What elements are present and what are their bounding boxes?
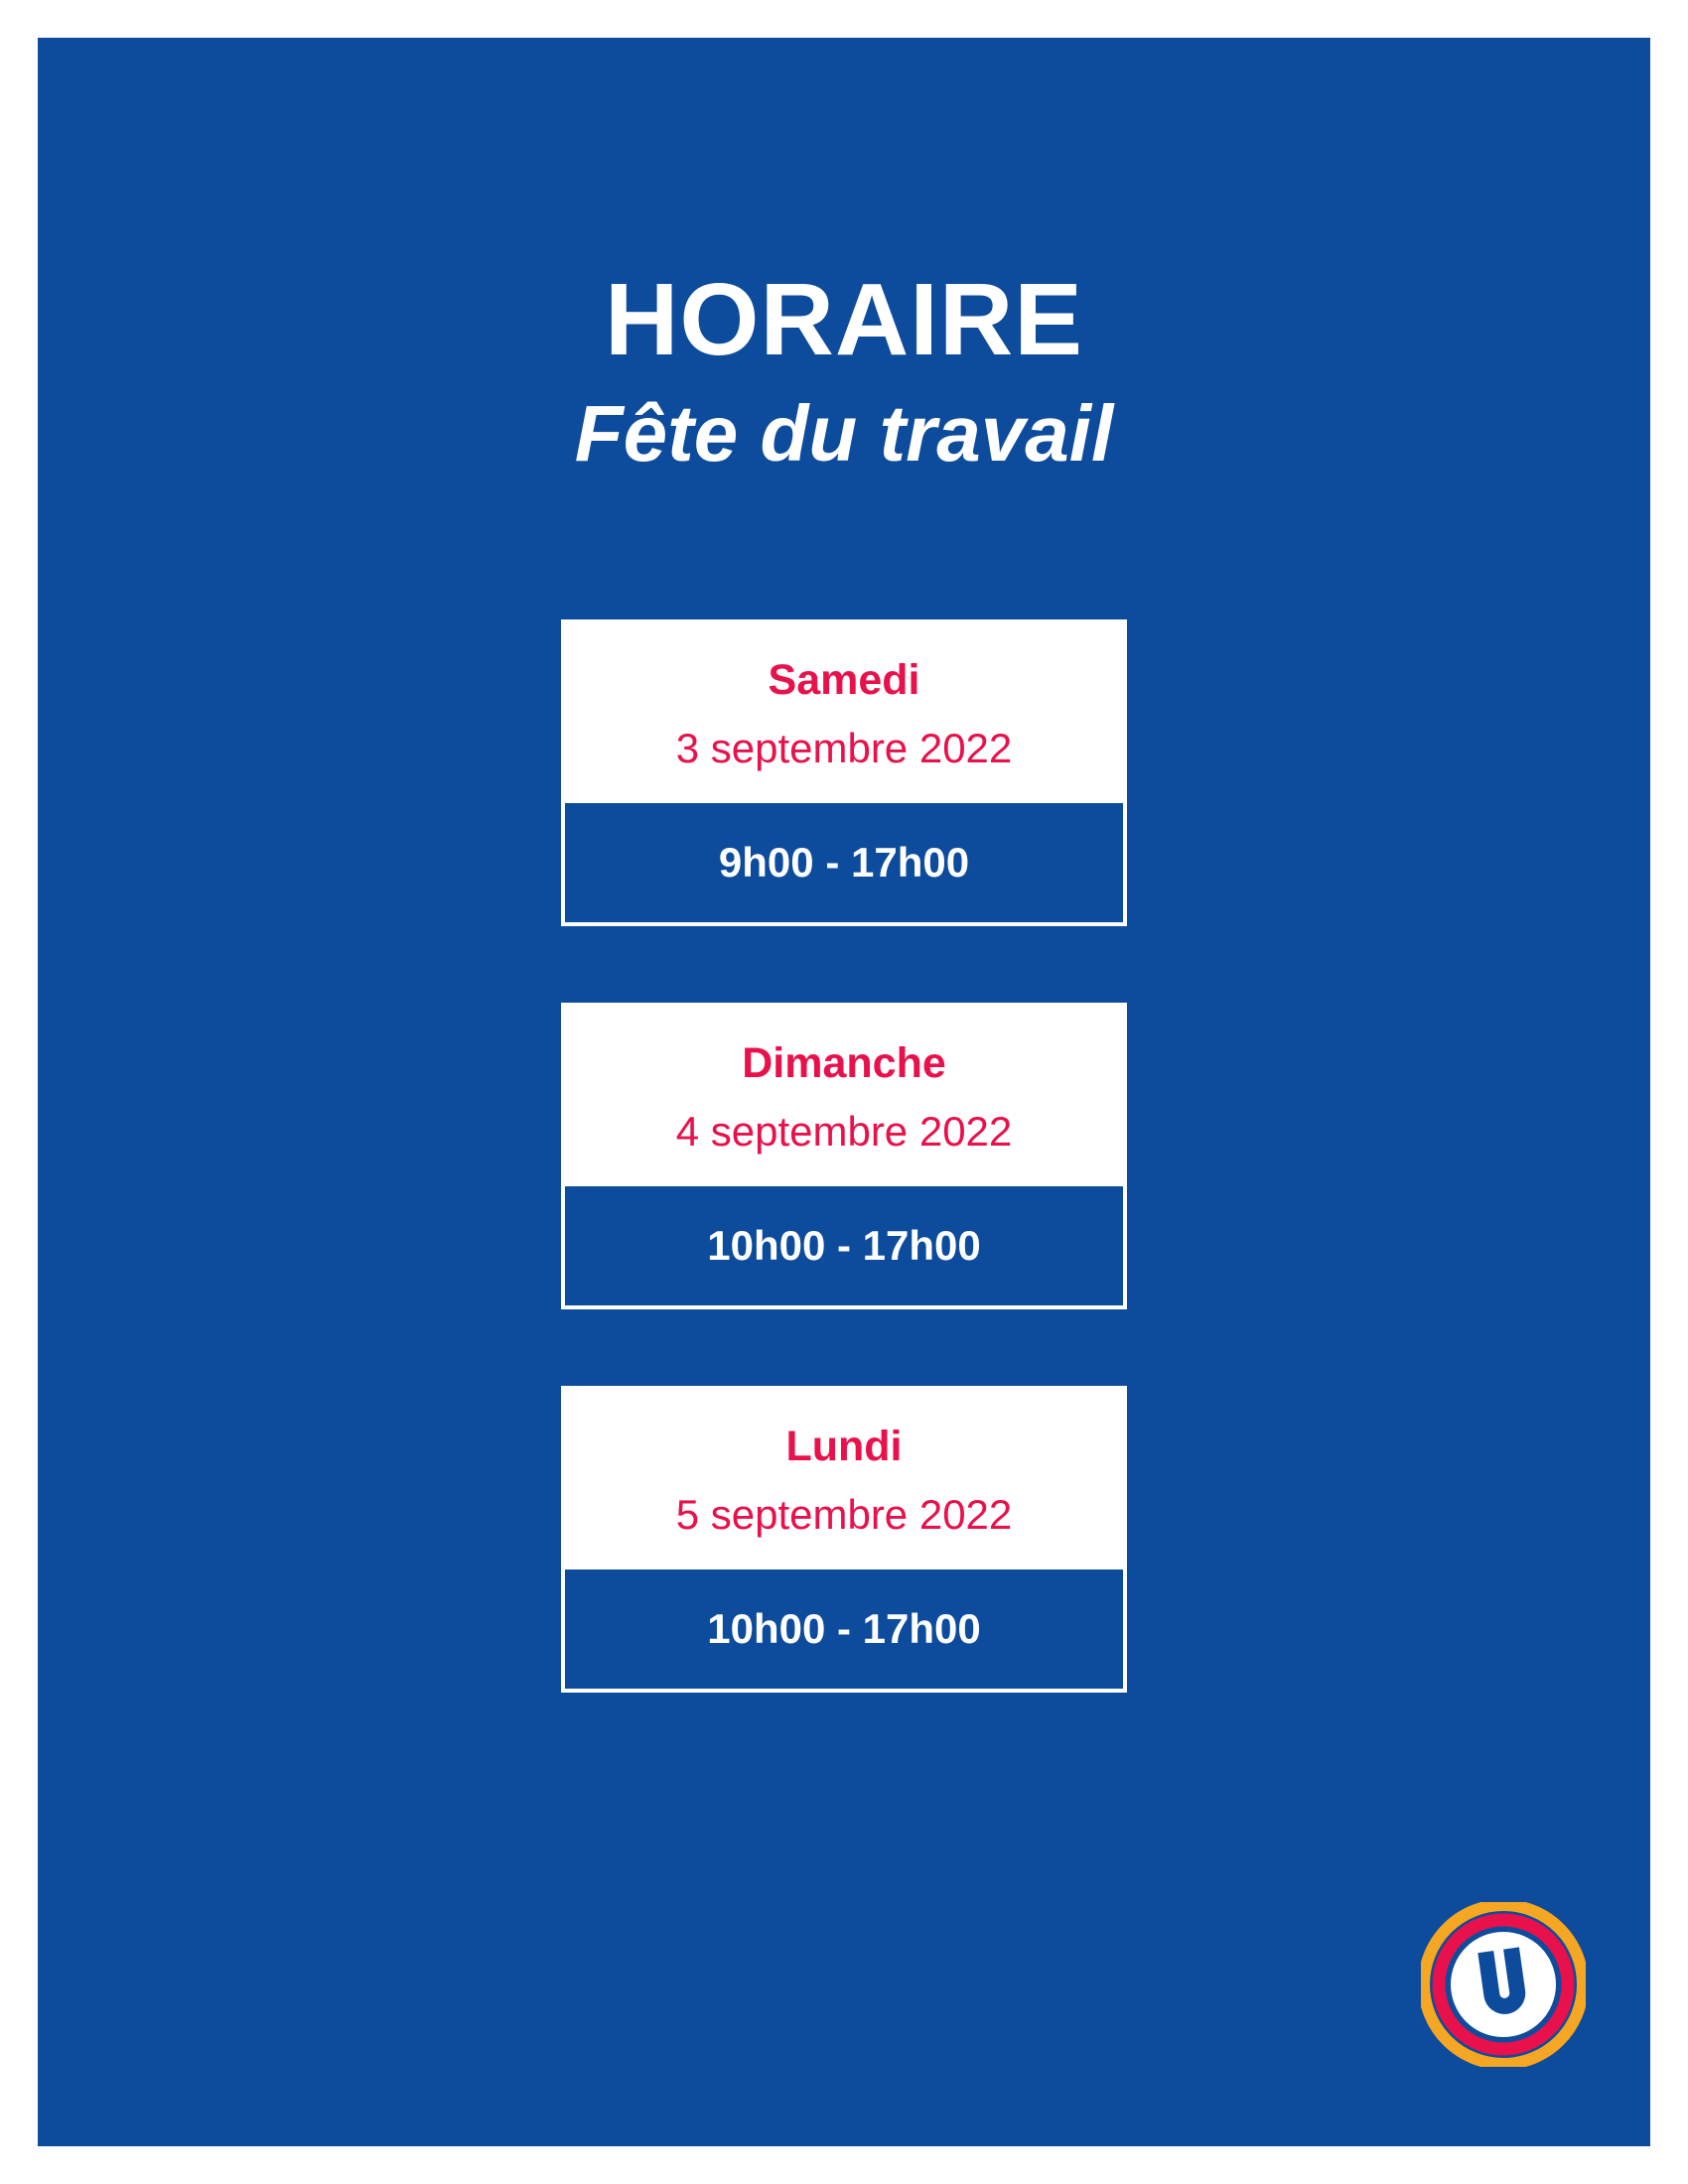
schedule-card (561, 619, 1127, 926)
schedule-card-header (565, 623, 1123, 799)
schedule-day: Lundi (785, 1423, 903, 1470)
poster-header (38, 38, 1650, 478)
schedule-card-header (565, 1390, 1123, 1566)
schedule-hours: 9h00 - 17h00 (565, 799, 1123, 922)
schedule-list (38, 619, 1650, 1693)
page-title: HORAIRE (605, 262, 1083, 376)
page-subtitle: Fête du travail (574, 389, 1114, 478)
u-logo (1421, 1902, 1586, 2067)
schedule-date: 3 septembre 2022 (675, 725, 1013, 771)
schedule-card-header (565, 1007, 1123, 1182)
schedule-card (561, 1386, 1127, 1693)
schedule-day: Dimanche (742, 1039, 946, 1087)
poster (38, 38, 1650, 2146)
schedule-date: 4 septembre 2022 (675, 1108, 1013, 1155)
schedule-hours: 10h00 - 17h00 (565, 1182, 1123, 1305)
schedule-card (561, 1003, 1127, 1309)
schedule-date: 5 septembre 2022 (675, 1491, 1013, 1538)
schedule-day: Samedi (768, 656, 920, 704)
schedule-hours: 10h00 - 17h00 (565, 1566, 1123, 1689)
